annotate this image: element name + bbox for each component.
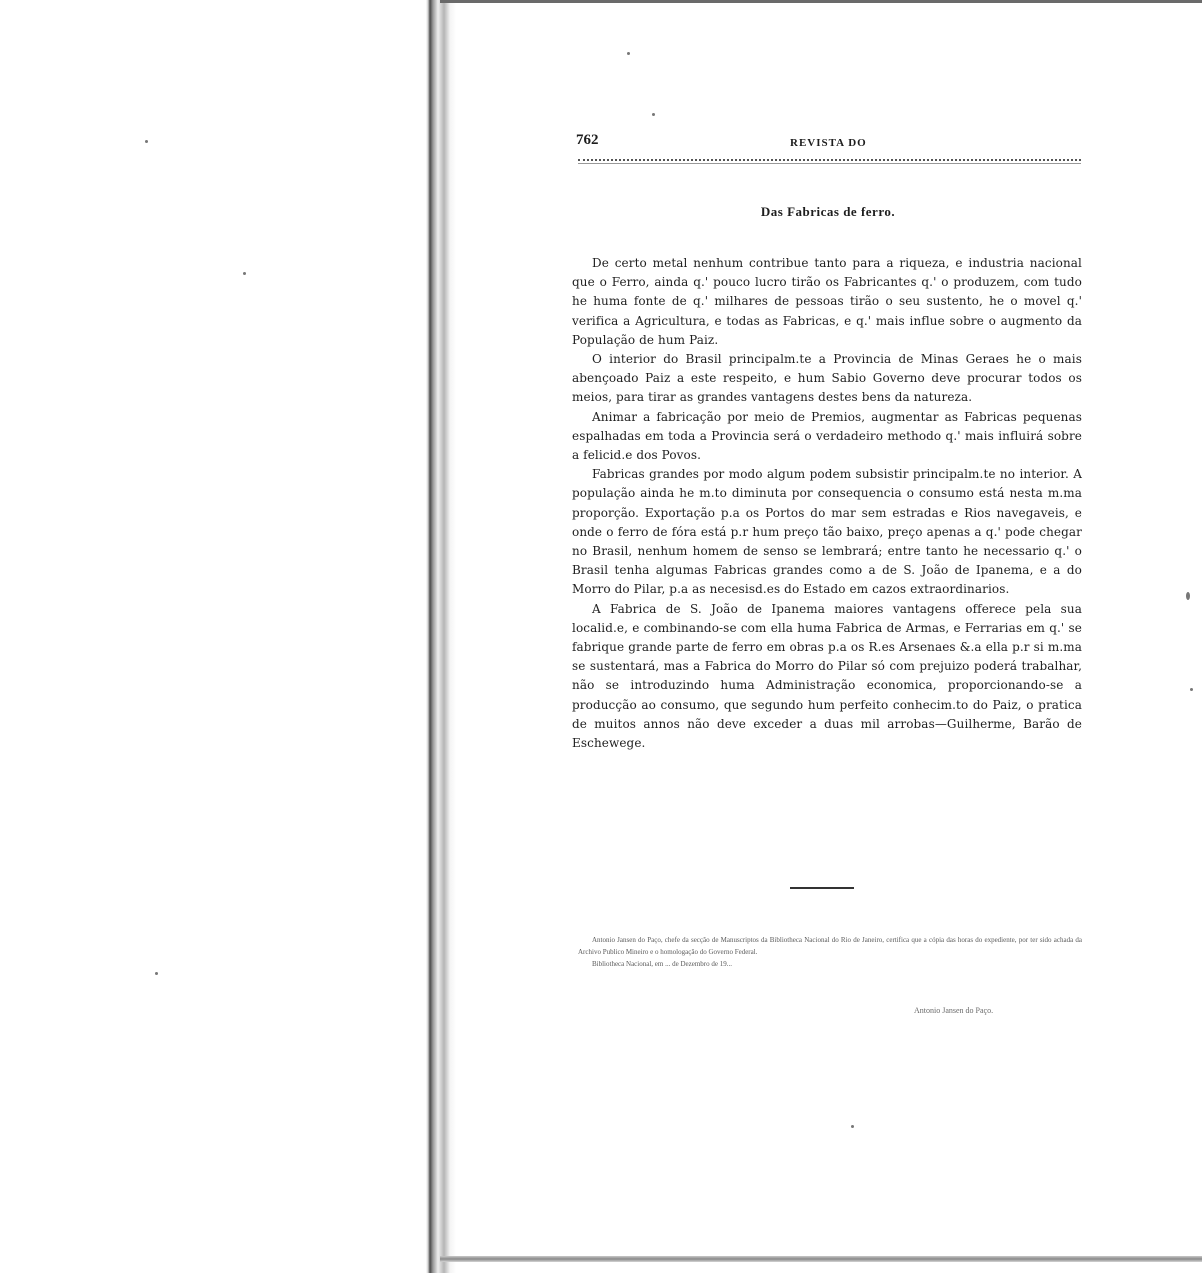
scan-speck	[627, 52, 630, 55]
book-gutter-shadow	[426, 0, 456, 1273]
paragraph: A Fabrica de S. João de Ipanema maiores vantagens offerece pela sua localid.e, e combinando-se com ella huma Fabrica de Armas, e Ferrarias em q.' se fabrique grande parte de ferro em obras p.a os R.es Arsenaes &.a ella p.r si m.ma se sustentará, mas a Fabrica do Morro do Pilar só com prejuizo poderá trabalhar, não se introduzindo huma Administração economica, proporcionando-se a producção ao consumo, que segundo hum perfeito conhecim.to do Paiz, o pratica de muitos annos não deve exceder a duas mil arrobas—Guilherme, Barão de Eschewege.	[572, 601, 1082, 751]
scan-speck	[1186, 592, 1190, 600]
scan-speck	[851, 1125, 854, 1128]
header-rule	[578, 159, 1081, 164]
page-header	[576, 132, 1080, 156]
certification-line: Bibliotheca Nacional, em ... de Dezembro de 19...	[592, 960, 732, 968]
running-head: REVISTA DO	[790, 137, 867, 149]
scan-speck	[652, 113, 655, 116]
article-body	[572, 254, 1082, 753]
paragraph: O interior do Brasil principalm.te a Provincia de Minas Geraes he o mais abençoado Paiz a este respeito, e hum Sabio Governo deve procurar todos os meios, para tirar as grandes vantagens destes bens da natureza.	[572, 352, 1082, 405]
article-title: Das Fabricas de ferro.	[760, 204, 896, 219]
paragraph: De certo metal nenhum contribue tanto para a riqueza, e industria nacional que o Ferro, ainda q.' pouco lucro tirão os Fabricantes q.' o produzem, com tudo he huma fonte de q.' milhares de pessoas tirão o seu sustento, he o movel q.' verifica a Agricultura, e todas as Fabricas, e q.' mais influe sobre o augmento da População de hum Paiz.	[572, 256, 1082, 347]
scan-left-margin	[0, 0, 428, 1273]
paragraph: Animar a fabricação por meio de Premios, augmentar as Fabricas pequenas espalhadas em toda a Provincia será o verdadeiro methodo q.' mais influirá sobre a felicid.e dos Povos.	[572, 409, 1082, 463]
certification-line: Antonio Jansen do Paço, chefe da secção de Manuscriptos da Bibliotheca Nacional do Rio de Janeiro, certifica que a cópia das horas do expediente, por ter sido achada da Archivo Publico Mineiro e o homologação do Governo Federal.	[578, 936, 1082, 956]
scan-speck	[155, 972, 158, 975]
paragraph: Fabricas grandes por modo algum podem subsistir principalm.te no interior. A população ainda he m.to diminuta por consequencia o consumo está nesta m.ma proporção. Exportação p.a os Portos do mar sem estradas e Rios navegaveis, e onde o ferro de fóra está p.r hum preço tão baixo, preço apenas a q.' pode chegar no Brasil, nenhum homem de senso se lembrará; entre tanto he necessario q.' o Brasil tenha algumas Fabricas grandes como a de S. João de Ipanema, e a do Morro do Pilar, p.a as necesisd.es do Estado em cazos extraordinarios.	[572, 467, 1082, 597]
scan-speck	[145, 140, 148, 143]
certification-signature: Antonio Jansen do Paço.	[914, 1006, 994, 1015]
scan-top-edge	[440, 0, 1202, 3]
page-number: 762	[576, 132, 599, 148]
scan-bottom-edge	[440, 1256, 1202, 1262]
scan-speck	[1190, 688, 1193, 691]
scan-speck	[243, 272, 246, 275]
certification-note	[578, 934, 1082, 970]
end-of-article-rule	[790, 887, 854, 889]
